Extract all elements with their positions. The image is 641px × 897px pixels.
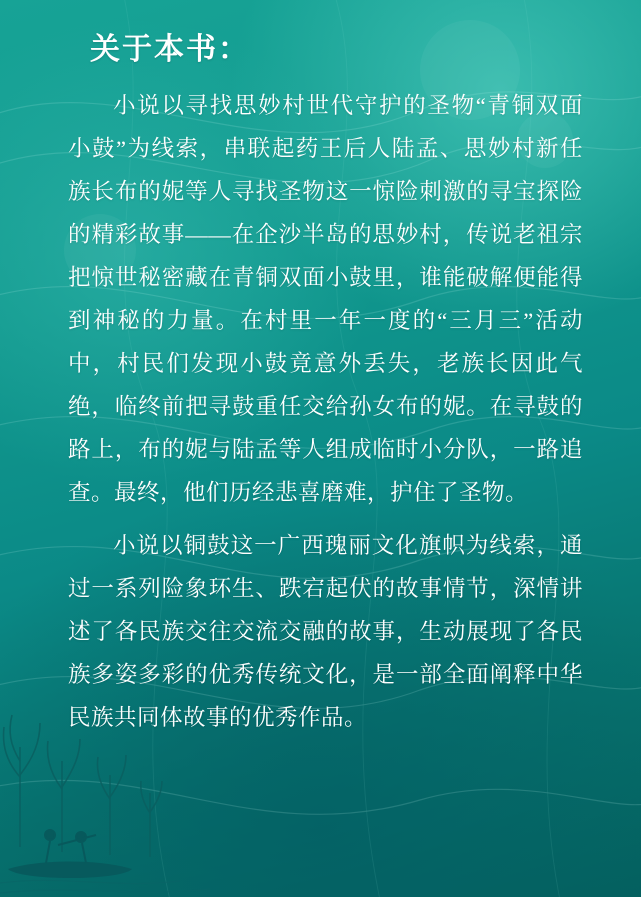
page-title: 关于本书： xyxy=(90,33,250,66)
paragraph-2: 小说以铜鼓这一广西瑰丽文化旗帜为线索，通过一系列险象环生、跌宕起伏的故事情节，深情讲述了各民族交往交流交融的故事，生动展现了各民族多姿多彩的优秀传统文化，是一部全面阐释中华民族共同体故事的优秀作品。 xyxy=(68,533,583,730)
paragraph-1: 小说以寻找思妙村世代守护的圣物“青铜双面小鼓”为线索，串联起药王后人陆孟、思妙村新任族长布的妮等人寻找圣物这一惊险刺激的寻宝探险的精彩故事——在企沙半岛的思妙村，传说老祖宗把惊世秘密藏在青铜双面小鼓里，谁能破解便能得到神秘的力量。在村里一年一度的“三月三”活动中，村民们发现小鼓竟意外丢失，老族长因此气绝，临终前把寻鼓重任交给孙女布的妮。在寻鼓的路上，布的妮与陆孟等人组成临时小分队，一路追查。最终，他们历经悲喜磨难，护住了圣物。 xyxy=(68,93,583,505)
